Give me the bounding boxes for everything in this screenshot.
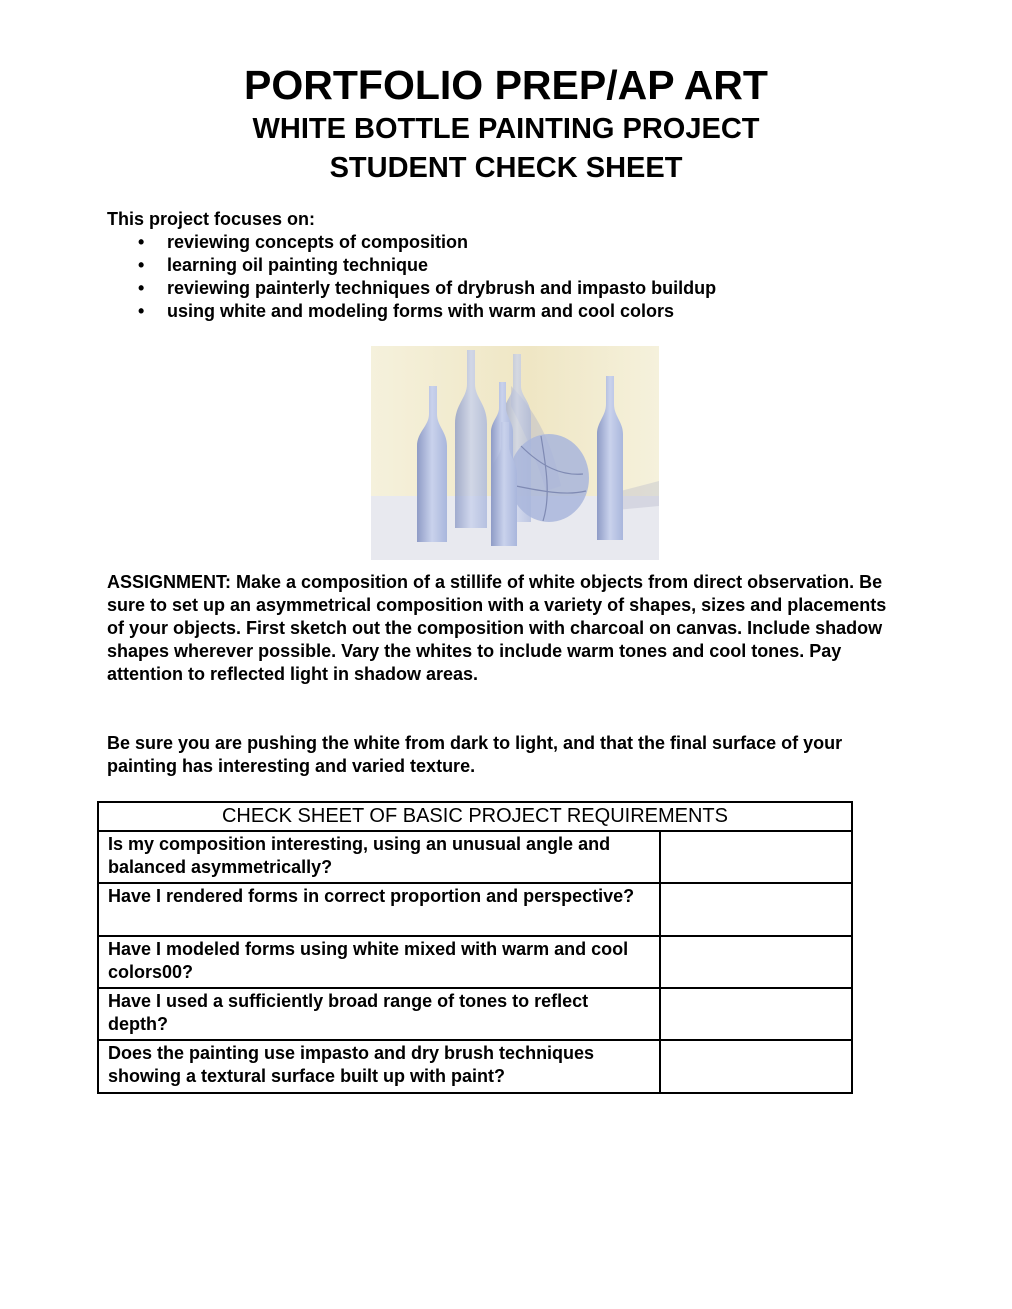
table-row [98,988,852,1040]
table-row [98,936,852,988]
focus-intro: This project focuses on: [107,209,316,229]
bullet-icon: • [138,278,145,298]
focus-item-text: reviewing painterly techniques of drybrush and impasto buildup [167,278,717,298]
check-box-cell[interactable] [660,831,852,883]
check-sheet-subtitle: STUDENT CHECK SHEET [329,152,683,184]
table-row [98,831,852,883]
requirement-question: Have I modeled forms using white mixed with warm and cool colors00? [98,936,660,988]
painting-ball [509,434,589,522]
bullet-icon: • [138,255,145,275]
requirement-question: Does the painting use impasto and dry brush techniques showing a textural surface built up with paint? [98,1040,660,1093]
requirement-question: Have I rendered forms in correct proportion and perspective? [98,883,660,936]
project-subtitle: WHITE BOTTLE PAINTING PROJECT [252,113,760,145]
requirement-question: Have I used a sufficiently broad range of tones to reflect depth? [98,988,660,1040]
focus-list [107,231,716,323]
focus-item-text: learning oil painting technique [167,255,429,275]
table-row [98,1040,852,1093]
check-box-cell[interactable] [660,988,852,1040]
bullet-icon: • [138,232,145,252]
focus-item [107,254,716,277]
focus-item [107,277,716,300]
texture-note-paragraph: Be sure you are pushing the white from dark to light, and that the final surface of your painting has interesting and varied texture. [107,733,843,776]
focus-item [107,300,716,323]
check-box-cell[interactable] [660,883,852,936]
check-box-cell[interactable] [660,936,852,988]
focus-item [107,231,716,254]
table-header-row [98,802,852,831]
white-bottles-painting [371,346,659,560]
requirement-question: Is my composition interesting, using an unusual angle and balanced asymmetrically? [98,831,660,883]
assignment-paragraph: ASSIGNMENT: Make a composition of a stillife of white objects from direct observation. Be sure to set up an asymmetrical composition with a variety of shapes, sizes and placements of your objects. First sketch out the composition with charcoal on canvas. Include shadow shapes wherever possible. Vary the whites to include warm tones and cool tones. Pay attention to reflected light in shadow areas. [107,572,887,684]
bullet-icon: • [138,301,145,321]
check-box-cell[interactable] [660,1040,852,1093]
table-row [98,883,852,936]
focus-item-text: using white and modeling forms with warm and cool colors [167,301,675,321]
page-title: PORTFOLIO PREP/AP ART [244,62,768,108]
checklist-header: CHECK SHEET OF BASIC PROJECT REQUIREMENTS [98,802,852,831]
focus-item-text: reviewing concepts of composition [167,232,469,252]
requirements-checklist-table [97,801,853,1094]
